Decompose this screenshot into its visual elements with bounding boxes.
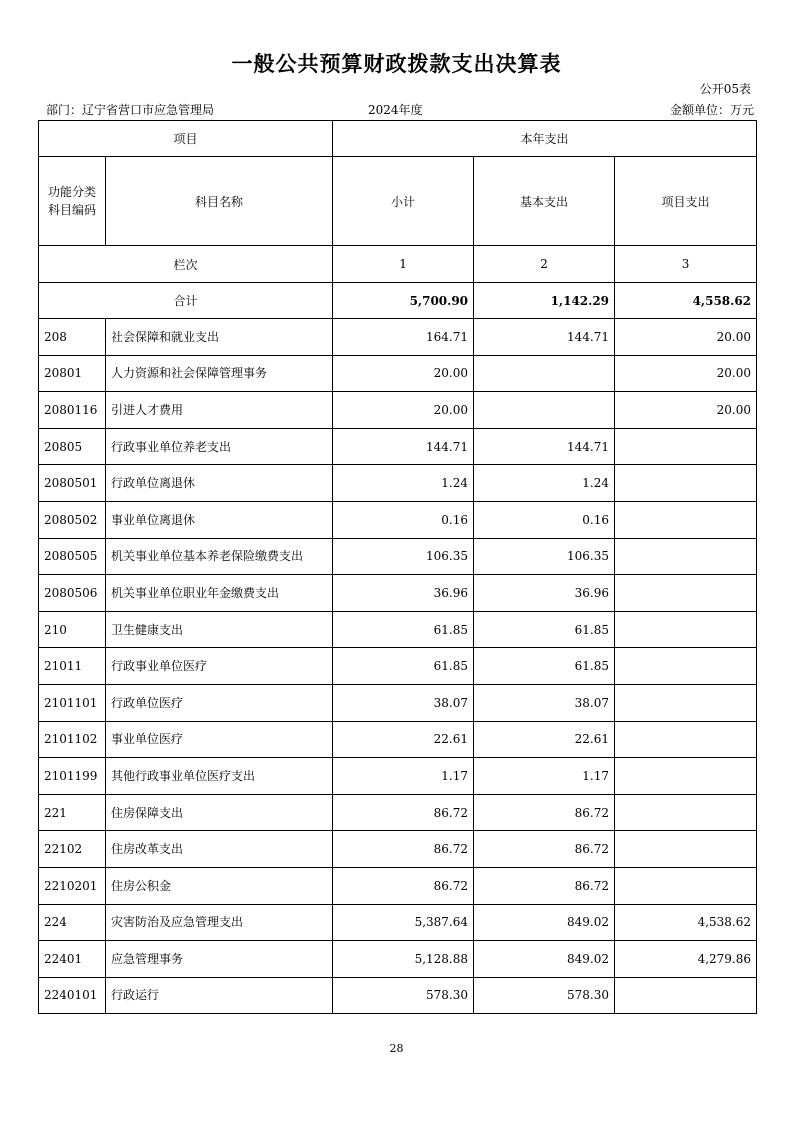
row-project bbox=[615, 575, 757, 612]
row-basic: 1.17 bbox=[474, 758, 615, 795]
row-code: 210 bbox=[39, 611, 106, 648]
row-name: 住房保障支出 bbox=[106, 794, 333, 831]
header-subtotal: 小计 bbox=[333, 157, 474, 246]
row-project bbox=[615, 758, 757, 795]
table-row bbox=[39, 465, 757, 502]
row-code: 21011 bbox=[39, 648, 106, 685]
row-project: 4,279.86 bbox=[615, 941, 757, 978]
table-row bbox=[39, 684, 757, 721]
row-code: 224 bbox=[39, 904, 106, 941]
row-project bbox=[615, 721, 757, 758]
row-subtotal: 106.35 bbox=[333, 538, 474, 575]
row-basic: 0.16 bbox=[474, 501, 615, 538]
table-row bbox=[39, 538, 757, 575]
row-project bbox=[615, 794, 757, 831]
row-basic: 86.72 bbox=[474, 831, 615, 868]
row-project bbox=[615, 611, 757, 648]
row-basic bbox=[474, 392, 615, 429]
table-row bbox=[39, 831, 757, 868]
row-basic: 144.71 bbox=[474, 428, 615, 465]
row-code: 221 bbox=[39, 794, 106, 831]
row-subtotal: 86.72 bbox=[333, 794, 474, 831]
row-basic: 849.02 bbox=[474, 904, 615, 941]
row-project: 4,538.62 bbox=[615, 904, 757, 941]
row-subtotal: 61.85 bbox=[333, 648, 474, 685]
row-subtotal: 86.72 bbox=[333, 831, 474, 868]
row-code: 2101102 bbox=[39, 721, 106, 758]
row-project bbox=[615, 428, 757, 465]
row-basic bbox=[474, 355, 615, 392]
header-project-exp: 项目支出 bbox=[615, 157, 757, 246]
column-index-1: 1 bbox=[333, 246, 474, 283]
row-name: 行政事业单位医疗 bbox=[106, 648, 333, 685]
row-project bbox=[615, 867, 757, 904]
row-code: 2101199 bbox=[39, 758, 106, 795]
row-name: 卫生健康支出 bbox=[106, 611, 333, 648]
row-project: 20.00 bbox=[615, 319, 757, 356]
row-project bbox=[615, 648, 757, 685]
row-code: 22102 bbox=[39, 831, 106, 868]
table-row bbox=[39, 904, 757, 941]
row-subtotal: 5,387.64 bbox=[333, 904, 474, 941]
header-basic: 基本支出 bbox=[474, 157, 615, 246]
row-code: 2080506 bbox=[39, 575, 106, 612]
table-row bbox=[39, 355, 757, 392]
table-row bbox=[39, 648, 757, 685]
row-name: 住房改革支出 bbox=[106, 831, 333, 868]
meta-line bbox=[40, 101, 754, 117]
fiscal-year: 2024年度 bbox=[368, 103, 423, 117]
row-code: 2101101 bbox=[39, 684, 106, 721]
row-name: 行政运行 bbox=[106, 977, 333, 1014]
table-row bbox=[39, 319, 757, 356]
table-row bbox=[39, 392, 757, 429]
column-index-row bbox=[39, 246, 757, 283]
column-label: 栏次 bbox=[39, 246, 333, 283]
row-code: 20805 bbox=[39, 428, 106, 465]
row-code: 208 bbox=[39, 319, 106, 356]
row-basic: 849.02 bbox=[474, 941, 615, 978]
row-subtotal: 22.61 bbox=[333, 721, 474, 758]
row-name: 应急管理事务 bbox=[106, 941, 333, 978]
row-name: 机关事业单位基本养老保险缴费支出 bbox=[106, 538, 333, 575]
table-row bbox=[39, 867, 757, 904]
row-name: 行政单位离退休 bbox=[106, 465, 333, 502]
header-func-code: 功能分类 科目编码 bbox=[39, 157, 106, 246]
form-number: 公开05表 bbox=[699, 82, 751, 96]
total-row bbox=[39, 283, 757, 319]
row-name: 引进人才费用 bbox=[106, 392, 333, 429]
table-row bbox=[39, 941, 757, 978]
row-basic: 144.71 bbox=[474, 319, 615, 356]
row-basic: 36.96 bbox=[474, 575, 615, 612]
row-basic: 86.72 bbox=[474, 867, 615, 904]
row-code: 2240101 bbox=[39, 977, 106, 1014]
row-project bbox=[615, 831, 757, 868]
row-name: 住房公积金 bbox=[106, 867, 333, 904]
header-project: 项目 bbox=[39, 121, 333, 157]
row-subtotal: 1.17 bbox=[333, 758, 474, 795]
expenditure-table bbox=[38, 120, 757, 1014]
table-row bbox=[39, 575, 757, 612]
row-name: 行政单位医疗 bbox=[106, 684, 333, 721]
column-index-2: 2 bbox=[474, 246, 615, 283]
row-basic: 38.07 bbox=[474, 684, 615, 721]
total-basic: 1,142.29 bbox=[474, 283, 615, 319]
row-name: 其他行政事业单位医疗支出 bbox=[106, 758, 333, 795]
header-row-1 bbox=[39, 121, 757, 157]
row-subtotal: 20.00 bbox=[333, 355, 474, 392]
header-subject-name: 科目名称 bbox=[106, 157, 333, 246]
document-title: 一般公共预算财政拨款支出决算表 bbox=[231, 52, 562, 76]
row-project bbox=[615, 465, 757, 502]
row-code: 2210201 bbox=[39, 867, 106, 904]
header-current-year: 本年支出 bbox=[333, 121, 757, 157]
row-subtotal: 61.85 bbox=[333, 611, 474, 648]
table-row bbox=[39, 721, 757, 758]
row-subtotal: 164.71 bbox=[333, 319, 474, 356]
row-name: 人力资源和社会保障管理事务 bbox=[106, 355, 333, 392]
row-project bbox=[615, 684, 757, 721]
row-code: 2080501 bbox=[39, 465, 106, 502]
row-project bbox=[615, 538, 757, 575]
row-subtotal: 38.07 bbox=[333, 684, 474, 721]
total-subtotal: 5,700.90 bbox=[333, 283, 474, 319]
row-project: 20.00 bbox=[615, 355, 757, 392]
row-subtotal: 36.96 bbox=[333, 575, 474, 612]
table-row bbox=[39, 428, 757, 465]
row-subtotal: 5,128.88 bbox=[333, 941, 474, 978]
amount-unit: 金额单位：万元 bbox=[669, 103, 754, 117]
row-basic: 1.24 bbox=[474, 465, 615, 502]
row-basic: 578.30 bbox=[474, 977, 615, 1014]
table-row bbox=[39, 977, 757, 1014]
table-row bbox=[39, 501, 757, 538]
table-row bbox=[39, 758, 757, 795]
row-basic: 86.72 bbox=[474, 794, 615, 831]
row-subtotal: 20.00 bbox=[333, 392, 474, 429]
row-project bbox=[615, 501, 757, 538]
page-number: 28 bbox=[389, 1042, 404, 1055]
row-name: 社会保障和就业支出 bbox=[106, 319, 333, 356]
total-label: 合计 bbox=[39, 283, 333, 319]
column-index-3: 3 bbox=[615, 246, 757, 283]
table-row bbox=[39, 611, 757, 648]
row-project: 20.00 bbox=[615, 392, 757, 429]
row-subtotal: 86.72 bbox=[333, 867, 474, 904]
total-project: 4,558.62 bbox=[615, 283, 757, 319]
row-code: 2080502 bbox=[39, 501, 106, 538]
row-name: 行政事业单位养老支出 bbox=[106, 428, 333, 465]
row-code: 2080505 bbox=[39, 538, 106, 575]
row-project bbox=[615, 977, 757, 1014]
row-subtotal: 144.71 bbox=[333, 428, 474, 465]
row-code: 20801 bbox=[39, 355, 106, 392]
row-name: 事业单位医疗 bbox=[106, 721, 333, 758]
row-subtotal: 0.16 bbox=[333, 501, 474, 538]
row-basic: 22.61 bbox=[474, 721, 615, 758]
row-code: 22401 bbox=[39, 941, 106, 978]
header-row-2 bbox=[39, 157, 757, 246]
row-subtotal: 578.30 bbox=[333, 977, 474, 1014]
row-code: 2080116 bbox=[39, 392, 106, 429]
row-name: 机关事业单位职业年金缴费支出 bbox=[106, 575, 333, 612]
department-label: 部门：辽宁省营口市应急管理局 bbox=[46, 103, 215, 117]
row-basic: 61.85 bbox=[474, 611, 615, 648]
row-basic: 61.85 bbox=[474, 648, 615, 685]
table-row bbox=[39, 794, 757, 831]
row-basic: 106.35 bbox=[474, 538, 615, 575]
row-subtotal: 1.24 bbox=[333, 465, 474, 502]
row-name: 事业单位离退休 bbox=[106, 501, 333, 538]
row-name: 灾害防治及应急管理支出 bbox=[106, 904, 333, 941]
